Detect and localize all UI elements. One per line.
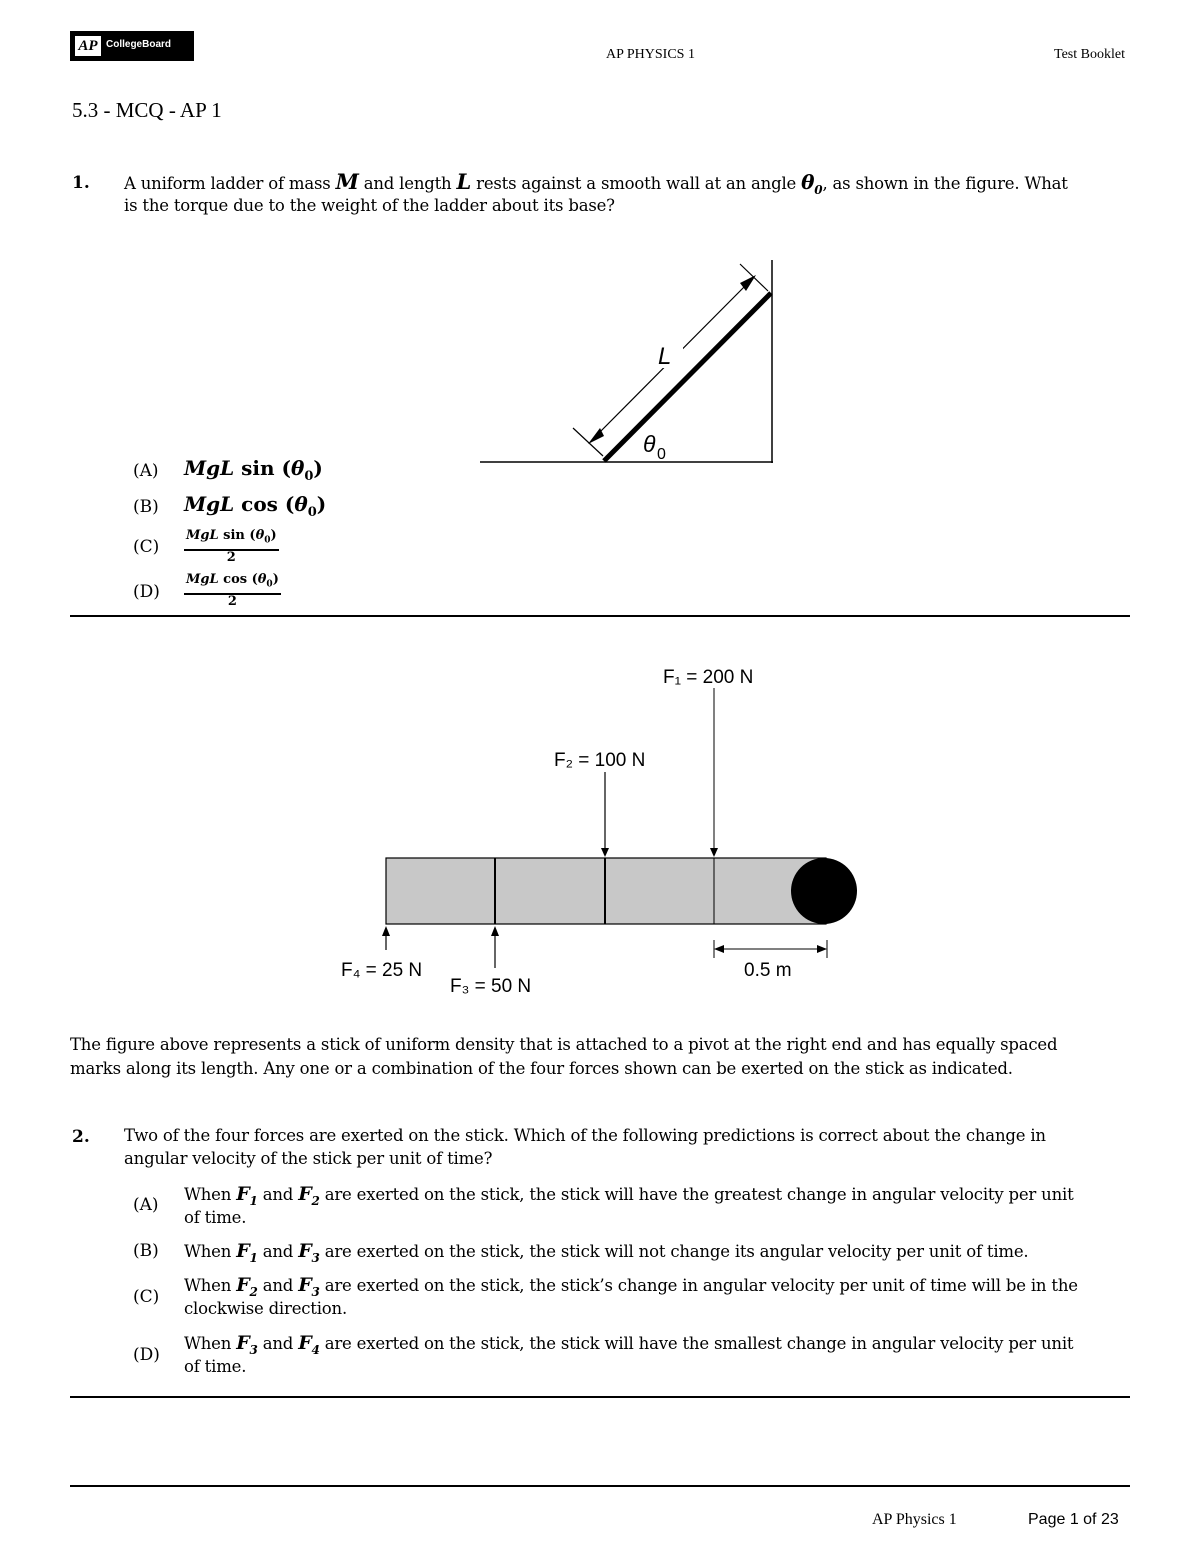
length-label: L	[658, 343, 672, 370]
f1-label: F₁ = 200 N	[663, 667, 754, 688]
force-symbol: $F_3$	[298, 1240, 320, 1265]
var-l: L	[456, 169, 472, 194]
footer-page-number: Page 1 of 23	[1028, 1511, 1119, 1528]
force-symbol: $F_3$	[298, 1274, 320, 1299]
f4-label: F₄ = 25 N	[341, 960, 423, 981]
q1-option-a-answer[interactable]: MgL $\sin (\theta_0)$	[184, 456, 323, 484]
divider-2	[70, 1396, 1130, 1398]
force-symbol: $F_4$	[298, 1332, 320, 1357]
f2-label: F₂ = 100 N	[554, 750, 646, 771]
section-title: 5.3 - MCQ - AP 1	[72, 98, 222, 122]
question-2-number: 2.	[72, 1127, 90, 1147]
ap-logo	[70, 31, 194, 61]
stick-figure	[330, 660, 870, 1000]
q2-option-d-label[interactable]: (D)	[133, 1345, 160, 1365]
dimension-arrow-right	[817, 945, 827, 953]
q2-option-b-text[interactable]: When $F_1$ and $F_3$ are exerted on the stick, the stick will not change its angular velocity per unit of time.	[184, 1240, 1029, 1265]
q2-option-d-text-line2[interactable]: of time.	[184, 1357, 247, 1376]
footer-rule	[70, 1485, 1130, 1487]
stick-description-line2: marks along its length. Any one or a combination of the four forces shown can be exerted on the stick as indicated.	[70, 1059, 1013, 1078]
force-symbol: $F_1$	[236, 1240, 258, 1265]
collegeboard-logo-text: CollegeBoard	[106, 39, 172, 50]
force-symbol: $F_1$	[236, 1183, 258, 1208]
q1-option-d-label[interactable]: (D)	[133, 582, 160, 602]
q1-option-b-answer[interactable]: MgL $\cos (\theta_0)$	[184, 492, 327, 520]
pivot	[791, 858, 857, 924]
q1-option-a-label[interactable]: (A)	[133, 461, 159, 481]
question-1-text-line2: is the torque due to the weight of the ladder about its base?	[124, 196, 615, 215]
question-2-text-line1: Two of the four forces are exerted on the stick. Which of the following predictions is correct about the change in	[124, 1126, 1046, 1145]
q2-option-a-text[interactable]: When $F_1$ and $F_2$ are exerted on the stick, the stick will have the greatest change in angular velocity per unit	[184, 1183, 1074, 1208]
q2-option-d-text[interactable]: When $F_3$ and $F_4$ are exerted on the stick, the stick will have the smallest change in angular velocity per unit	[184, 1332, 1074, 1357]
q2-option-a-text-line2[interactable]: of time.	[184, 1208, 247, 1227]
q2-option-b-label[interactable]: (B)	[133, 1241, 159, 1261]
f3-label: F₃ = 50 N	[450, 976, 532, 997]
divider-1	[70, 615, 1130, 617]
header-center-title: AP PHYSICS 1	[606, 47, 695, 62]
ap-logo-mark: AP	[75, 36, 101, 56]
f3-arrow-head	[491, 926, 499, 936]
distance-label: 0.5 m	[744, 960, 792, 981]
q1-option-d-answer[interactable]: MgL $\cos (\theta_0)$ 2	[186, 572, 279, 609]
dimension-arrow-left	[714, 945, 724, 953]
q1-option-c-answer[interactable]: MgL $\sin (\theta_0)$ 2	[186, 528, 277, 565]
stick-description-line1: The figure above represents a stick of uniform density that is attached to a pivot at the right end and has equally spaced	[70, 1035, 1058, 1054]
f4-arrow-head	[382, 926, 390, 936]
force-symbol: $F_2$	[236, 1274, 258, 1299]
q2-option-c-text[interactable]: When $F_2$ and $F_3$ are exerted on the stick, the stick’s change in angular velocity per unit of time will be in the	[184, 1274, 1078, 1299]
question-1-text-line1: A uniform ladder of mass M and length L rests against a smooth wall at an angle $\theta_0$, as shown in the figure. What	[124, 169, 1068, 197]
f2-arrow-head	[601, 848, 609, 857]
angle-label-sub: 0	[657, 446, 666, 463]
q1-option-b-label[interactable]: (B)	[133, 497, 159, 517]
question-2-text-line2: angular velocity of the stick per unit of time?	[124, 1149, 493, 1168]
q2-option-c-label[interactable]: (C)	[133, 1287, 160, 1307]
q2-option-a-label[interactable]: (A)	[133, 1195, 159, 1215]
var-m: M	[335, 169, 359, 194]
header-right-label: Test Booklet	[1054, 47, 1125, 62]
var-theta: $\theta_0$	[801, 170, 823, 197]
ladder	[604, 293, 771, 461]
angle-label: θ	[643, 431, 656, 457]
footer-course: AP Physics 1	[872, 1511, 957, 1528]
force-symbol: $F_3$	[236, 1332, 258, 1357]
q2-option-c-text-line2[interactable]: clockwise direction.	[184, 1299, 348, 1318]
q1-option-c-label[interactable]: (C)	[133, 537, 160, 557]
force-symbol: $F_2$	[298, 1183, 320, 1208]
question-1-number: 1.	[72, 173, 90, 193]
ladder-figure	[470, 250, 790, 470]
f1-arrow-head	[710, 848, 718, 857]
